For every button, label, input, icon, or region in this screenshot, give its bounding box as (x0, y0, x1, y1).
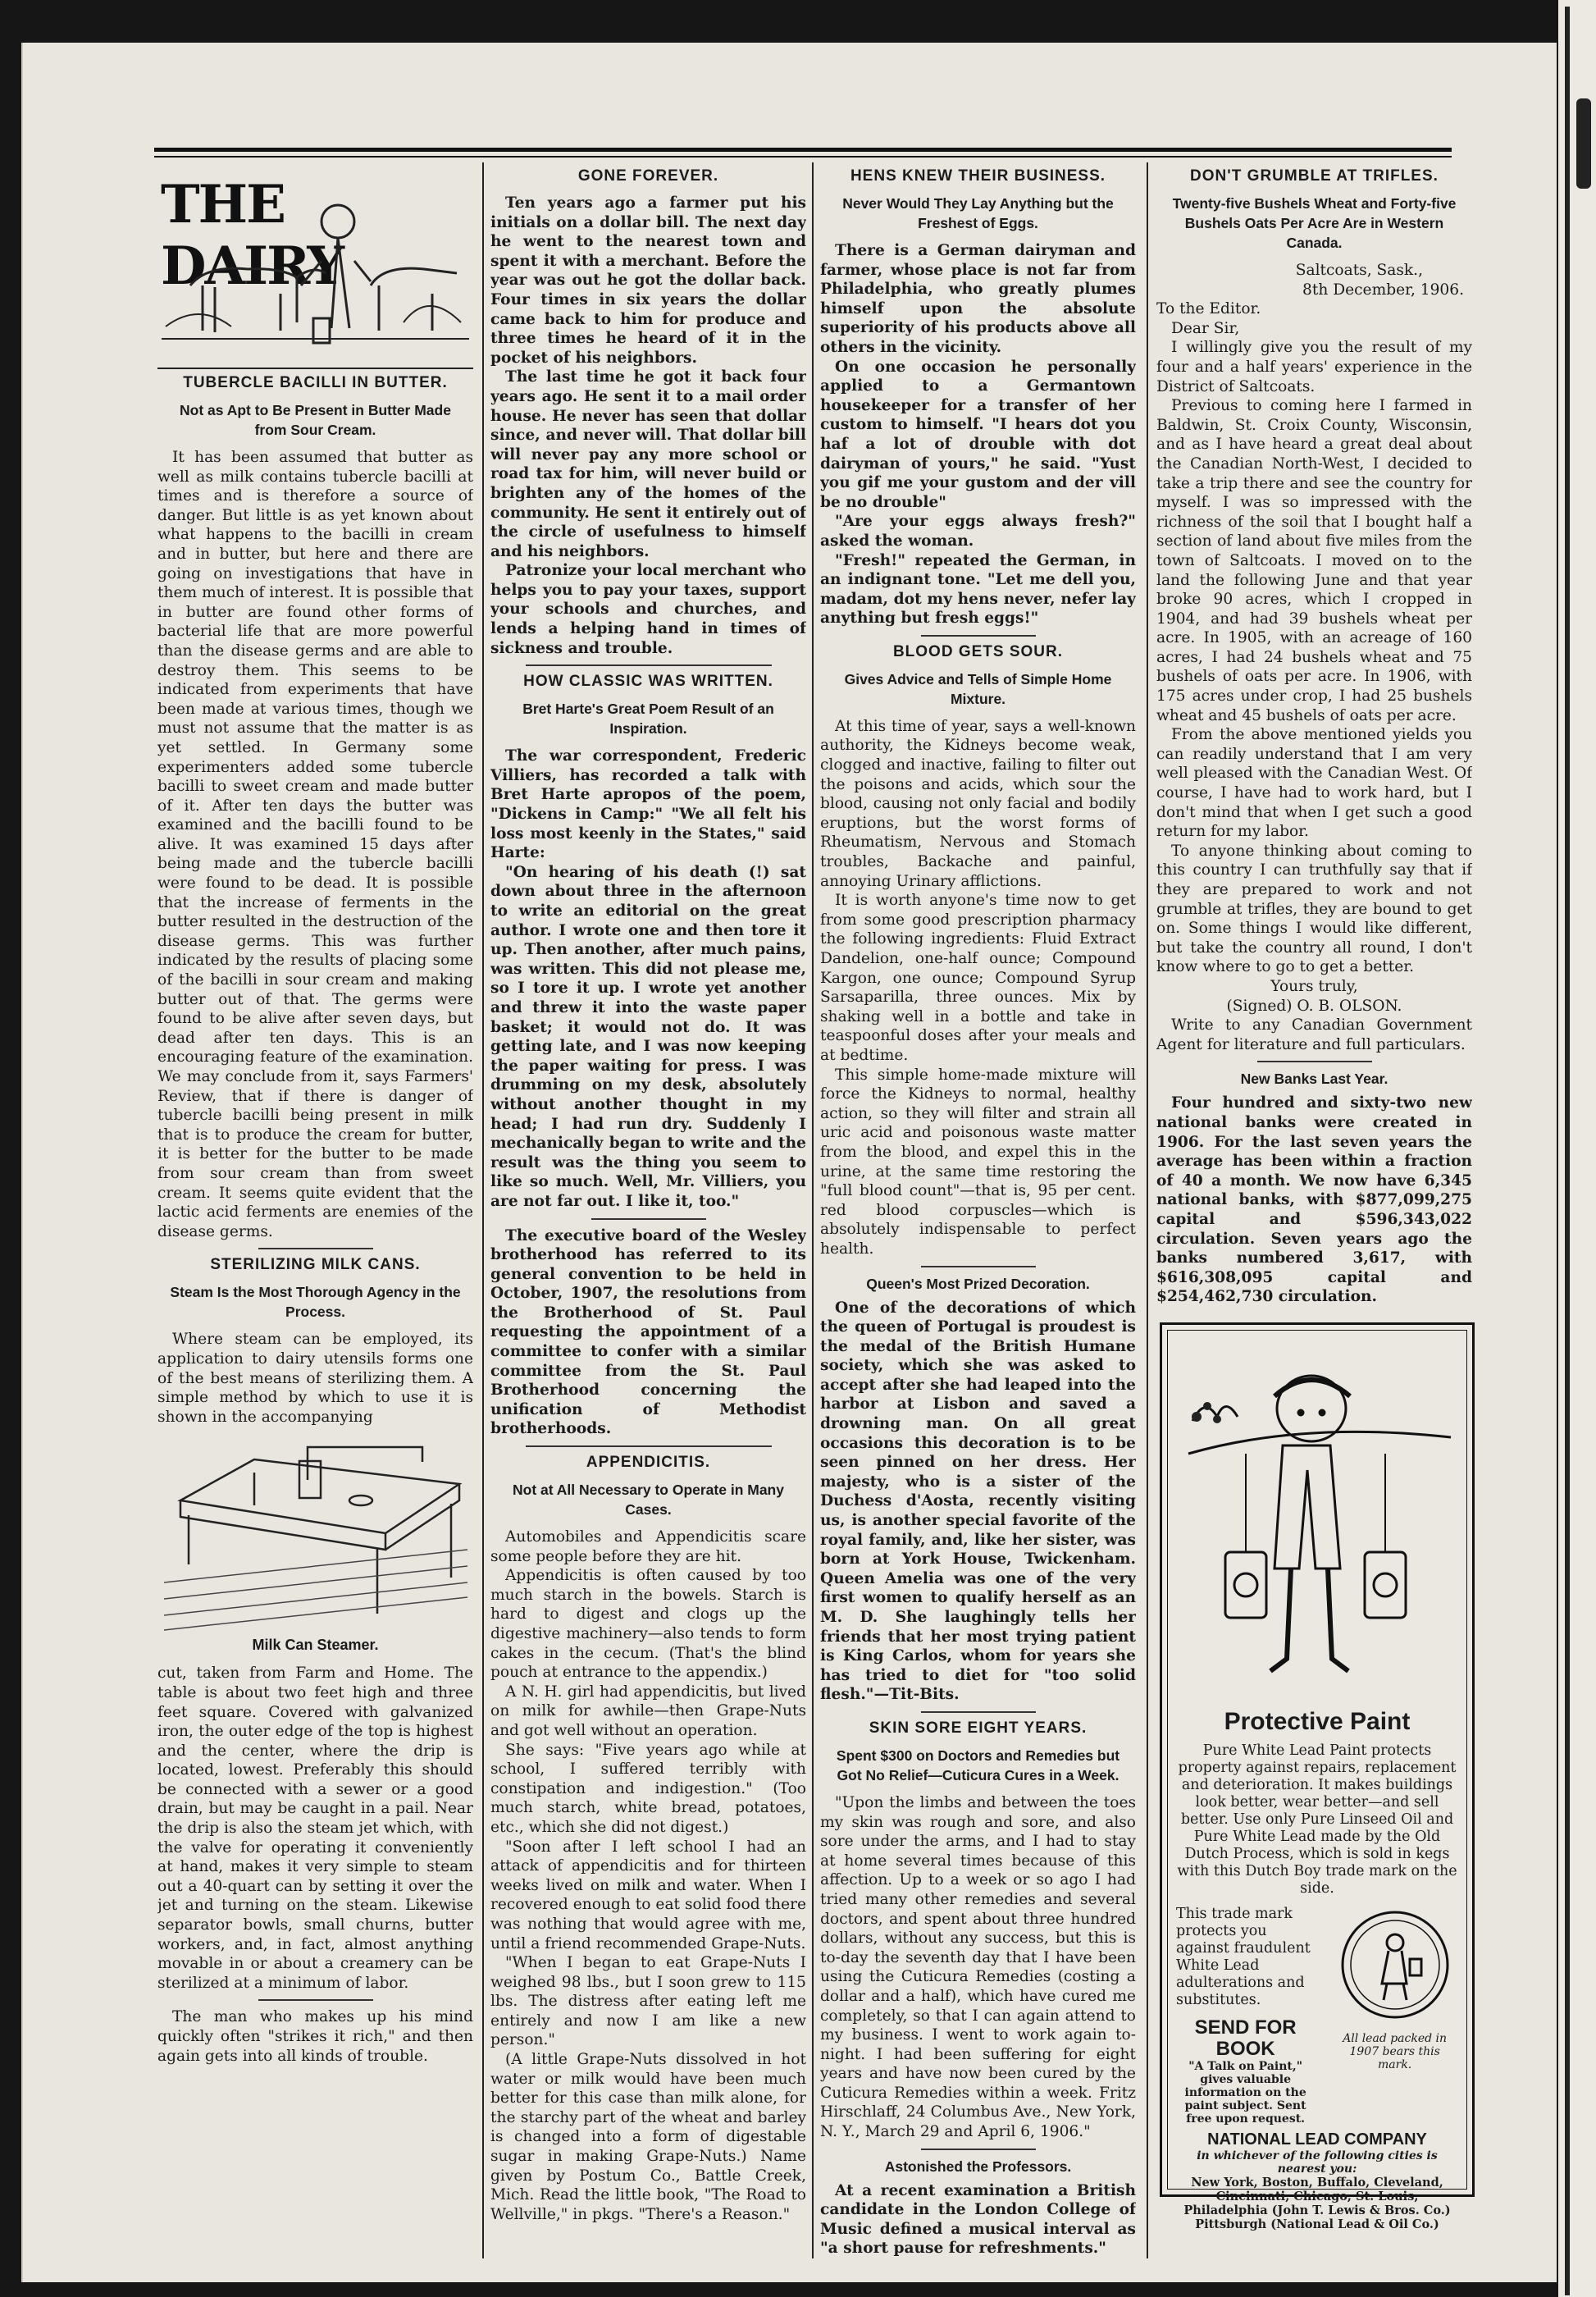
article-paragraph: Previous to coming here I farmed in Baldwin, St. Croix County, Wisconsin, and as I have heard a great deal about the Canadian North-West, I decided to take a trip there and see the country for myself. I was so impressed with the richness of the soil that I bought half a section of land about five miles from the town of Saltcoats. I moved on to the land the following June and that year broke 90 acres, which I cropped in 1904, and had 39 bushels wheat per acre. In 1905, with an acreage of 160 acres, I had 24 bushels wheat and 75 bushels of oats per acre. In 1906, with 175 acres under crop, I had 25 bushels wheat and 45 bushels of oats per acre. (1156, 397, 1472, 724)
nearest-cities-note: in whichever of the following cities is nearest you: (1197, 2149, 1438, 2176)
article-paragraph: "On hearing of his death (!) sat down about three in the afternoon to write an editorial on the great author. I wrote one and then tore it up. Then another, after much pains, was written. This did not please me, so I tore it up. I wrote yet another and threw it into the waste paper basket; it would not do. It was getting late, and I was now keeping the paper waiting for press. I was drumming on my desk, absolutely without another thought in my head; I had run dry. Suddenly I mechanically began to write and the result was the thing you seem to like so much. Well, Mr. Villiers, you are not far out. I like it, too." (490, 863, 806, 1210)
divider (921, 1711, 1036, 1713)
article-paragraph: "Soon after I left school I had an attack of appendicitis and for thirteen weeks lived on milk and water. When I recovered enough to eat solid food there was nothing that would agree with me, until a friend recommended Grape-Nuts. (490, 1838, 806, 1952)
top-rule-thin (154, 156, 1452, 158)
salutation: To the Editor. (1156, 300, 1261, 318)
article-paragraph: "Are your eggs always fresh?" asked the woman. (820, 513, 1136, 550)
dateline: Saltcoats, Sask., (1295, 262, 1423, 279)
article-subtitle: Bret Harte's Great Poem Result of an Inspiration. (522, 701, 774, 738)
article-paragraph: "Fresh!" repeated the German, in an indignant tone. "Let me dell you, madam, dot my hens never, nefer lay anything but fresh eggs!" (820, 551, 1136, 628)
article-paragraph: I willingly give you the result of my four and a half years' experience in the District of Saltcoats. (1156, 339, 1472, 395)
article-paragraph: This simple home-made mixture will force the Kidneys to normal, healthy action, so they will filter and strain all uric acid and poisonous waste matter from the blood, and expel this in the urine, at the same time restoring the "full blood count"—that is, 95 per cent. red blood corpuscles—which is absolutely indispensable to perfect health. (820, 1066, 1136, 1258)
article-paragraph: She says: "Five years ago while at school, I suffered terribly with constipation and indigestion." (Too much starch, white bread, potatoes, etc., which she did not digest.) (490, 1741, 806, 1836)
divider (258, 1248, 373, 1249)
article-subtitle: Not as Apt to Be Present in Butter Made from Sour Cream. (180, 402, 451, 438)
masthead-title: THE DAIRY (161, 174, 343, 297)
column-rule (482, 162, 484, 2258)
divider (526, 664, 772, 666)
article-paragraph: The executive board of the Wesley brotherhood has referred to its general convention to be held in October, 1907, the resolutions from the Brotherhood of St. Paul requesting the appointment of a committee to confer with a similar committee from the St. Paul Brotherhood concerning the unification of Methodist brotherhoods. (490, 1226, 806, 1438)
article-subtitle: Steam Is the Most Thorough Agency in the Process. (170, 1284, 461, 1321)
divider (258, 1999, 373, 2001)
article-title: Astonished the Professors. (884, 2158, 1072, 2175)
article-paragraph: Appendicitis is often caused by too much starch in the bowels. Starch is hard to digest and clogs up the digestive machinery—also tends to form cakes in the cecum. (That's the blind pouch at entrance to the appendix.) (490, 1567, 806, 1682)
top-rule (154, 148, 1452, 152)
article-title: HOW CLASSIC WAS WRITTEN. (523, 673, 773, 691)
column-4 (1156, 162, 1472, 1315)
article-subtitle: Twenty-five Bushels Wheat and Forty-five Bushels Oats Per Acre Are in Western Canada. (1172, 195, 1457, 251)
article-title: SKIN SORE EIGHT YEARS. (869, 1719, 1088, 1737)
dairy-masthead (157, 162, 473, 369)
article-title: GONE FOREVER. (577, 167, 719, 185)
column-rule (1147, 162, 1148, 2258)
white-lead-paint-advertisement (1160, 1322, 1475, 2231)
column-1 (157, 162, 473, 2258)
dutch-boy-trademark-seal (1329, 1906, 1461, 2029)
book-detail: "A Talk on Paint," gives valuable information on the paint subject. Sent free upon request. (1184, 2060, 1306, 2126)
ad-body: This trade mark protects you against fraudulent White Lead adulterations and substitutes. (1176, 1906, 1311, 2008)
article-paragraph: Four hundred and sixty-two new national banks were created in 1906. For the last seven years the average has been within a fraction of 40 a month. We now have 6,345 national banks, with $877,099,275 capital and $596,343,022 circulation. Seven years ago the banks numbered 3,617, with $616,308,095 capital and $254,462,730 circulation. (1156, 1094, 1472, 1306)
article-title: TUBERCLE BACILLI IN BUTTER. (183, 374, 448, 391)
article-paragraph: There is a German dairyman and farmer, whose place is not far from Philadelphia, who greatly plumes himself upon the absolute superiority of his products above all others in the vicinity. (820, 242, 1136, 356)
dutch-boy-painter-illustration (1168, 1331, 1465, 1700)
divider (921, 2149, 1036, 2150)
article-paragraph: The last time he got it back four years ago. He sent it to a mail order house. He never has seen that dollar since, and never will. That dollar bill will never pay any more school or road tax for him, will never build or brighten any of the homes of the community. He sent it entirely out of the circle of usefulness to himself and his neighbors. (490, 368, 806, 560)
divider (921, 1266, 1036, 1267)
article-paragraph: "When I began to eat Grape-Nuts I weighed 98 lbs., but I soon grew to 115 lbs. The distress after eating left me entirely and now I am like a new person." (490, 1954, 806, 2049)
illustration-caption: Milk Can Steamer. (252, 1637, 379, 1654)
article-paragraph: A N. H. girl had appendicitis, but lived on milk for awhile—then Grape-Nuts and got well without an operation. (490, 1683, 806, 1739)
article-paragraph: It has been assumed that butter as well as milk contains tubercle bacilli at times and is therefore a source of danger. But little is as yet known about what happens to the bacilli in cream and in butter, but here and there are going on investigations that have in them much of interest. It is possible that in butter are found other forms of bacterial life that are more powerful than the disease germs and are able to destroy them. This seems to be indicated from experiments that have been made at various times, though we must not assume that the matter is as yet settled. In Germany some experimenters added some tubercle bacilli to sweet cream and made butter of it. After ten days the butter was examined and the bacilli found to be alive. It was examined 15 days after being made and the tubercle bacilli were found to be dead. It is possible that the increase of ferments in the butter resulted in the destruction of the disease germs. This was further indicated by the results of placing some of the bacilli in sour cream and making butter out of that. The germs were found to be alive after seven days, but dead after ten days. This is an encouraging feature of the examination. We may conclude from it, says Farmers' Review, that if there is danger of tubercle bacilli being present in milk that is to produce the cream for butter, it is better for the butter to be made from sour cream than from sweet cream. It seems quite evident that the lactic acid ferments are enemies of the disease germs. (157, 449, 473, 1240)
letter-signature: (Signed) O. B. OLSON. (1226, 997, 1402, 1015)
article-subtitle: Never Would They Lay Anything but the Freshest of Eggs. (842, 195, 1114, 231)
seal-note: All lead packed in 1907 bears this mark. (1343, 2032, 1448, 2071)
article-title: APPENDICITIS. (586, 1454, 711, 1472)
article-paragraph: At a recent examination a British candidate in the London College of Music defined a musical interval as "a short pause for refreshments." (820, 2181, 1136, 2258)
article-paragraph: Where steam can be employed, its application to dairy utensils forms one of the best means of sterilizing them. A simple method by which to use it is shown in the accompanying (157, 1331, 473, 1426)
send-for-book: SEND FOR BOOK (1194, 2016, 1297, 2060)
article-paragraph: Automobiles and Appendicitis scare some people before they are hit. (490, 1528, 806, 1565)
article-paragraph: The war correspondent, Frederic Villiers, has recorded a talk with Bret Harte apropos of the poem, "Dickens in Camp:" "We all felt his loss most keenly in the States," said Harte: (490, 747, 806, 862)
article-paragraph: Write to any Canadian Government Agent for literature and full particulars. (1156, 1016, 1472, 1053)
adjacent-page-edge (1558, 0, 1596, 2297)
article-paragraph: (A little Grape-Nuts dissolved in hot water or milk would have been much better for this case than milk alone, for the starchy part of the wheat and barley is changed into a form of digestable sugar in making Grape-Nuts.) Name given by Postum Co., Battle Creek, Mich. Read the little book, "The Road to Wellville," in pkgs. "There's a Reason." (490, 2051, 806, 2223)
column-rule (812, 162, 814, 2258)
article-paragraph: To anyone thinking about coming to this country I can truthfully say that if they are prepared to work and not grumble at trifles, they are bound to get on. Some things I would like different, but take the country all round, I don't know where to go to get a better. (1156, 842, 1472, 976)
city-list: New York, Boston, Buffalo, Cleveland, Cincinnati, Chicago, St. Louis, Philadelphia (John T. Lewis & Bros. Co.) Pittsburgh (National Lead & Oil Co.) (1183, 2176, 1451, 2231)
company-name: NATIONAL LEAD COMPANY (1207, 2130, 1427, 2149)
article-title: BLOOD GETS SOUR. (892, 642, 1064, 660)
ad-body: Pure White Lead Paint protects property against repairs, replacement and deterioration. It makes buildings look better, wear better—and sell better. Use only Pure Linseed Oil and Pure White Lead made by the Old Dutch Process, which is sold in kegs with this Dutch Boy trade mark on the side. (1177, 1742, 1457, 1897)
salutation: Dear Sir, (1171, 319, 1240, 337)
article-title: STERILIZING MILK CANS. (210, 1256, 421, 1274)
article-paragraph: One of the decorations of which the queen of Portugal is proudest is the medal of the British Humane society, which she was asked to accept after she had leaped into the harbor at Lisbon and saved a drowning man. On all great occasions this decoration is to be seen pinned on her dress. Her majesty, who is a sister of the Duchess d'Aosta, recently visiting us, is another special favorite of the royal family, and, like her sister, was born at York House, Twickenham. Queen Amelia was one of the very first women to qualify herself as an M. D. She laughingly tells her friends that her most trying patient is King Carlos, whom for years she has tried to diet for "too solid flesh."—Tit-Bits. (820, 1299, 1136, 1704)
milk-can-steamer-illustration (164, 1435, 467, 1632)
article-paragraph: On one occasion he personally applied to a Germantown housekeeper for a transfer of her custom to himself. "I hears dot you haf a lot of drouble with dot dairyman of yours," he said. "Yust you gif me your gustom and der vill be no drouble" (820, 358, 1136, 511)
divider (591, 1218, 706, 1220)
column-2 (490, 162, 806, 2258)
article-title: Queen's Most Prized Decoration. (866, 1275, 1090, 1292)
article-paragraph: From the above mentioned yields you can readily understand that I am very well pleased with the Canadian West. Of course, I have had to work hard, but I don't mind that when I get such a good return for my labor. (1156, 726, 1472, 841)
article-paragraph: Patronize your local merchant who helps you to pay your taxes, support your schools and churches, and lends a helping hand in times of sickness and trouble. (490, 562, 806, 657)
dateline: 8th December, 1906. (1302, 281, 1464, 299)
divider (921, 635, 1036, 637)
article-title: HENS KNEW THEIR BUSINESS. (850, 167, 1106, 185)
article-paragraph: "Upon the limbs and between the toes my skin was rough and sore, and also sore under the arms, and I had to stay at home several times because of this affection. Up to a week or so ago I had tried many other remedies and several doctors, and spent about three hundred dollars, without any success, but this is to-day the seventh day that I have been using the Cuticura Remedies (costing a dollar and a half), which have cured me completely, so that I can again attend to my business. I went to work again to-night. I had been suffering for eight years and have now been cured by the Cuticura Remedies within a week. Fritz Hirschlaff, 24 Columbus Ave., New York, N. Y., March 29 and April 6, 1906." (820, 1793, 1136, 2141)
divider (526, 1445, 772, 1447)
milkmaid-cow-illustration (157, 162, 473, 368)
article-title: DON'T GRUMBLE AT TRIFLES. (1190, 167, 1439, 185)
article-subtitle: Spent $300 on Doctors and Remedies but Got No Relief—Cuticura Cures in a Week. (836, 1747, 1120, 1783)
article-title: New Banks Last Year. (1240, 1071, 1389, 1088)
article-paragraph: The man who makes up his mind quickly often "strikes it rich," and then again gets into all kinds of trouble. (157, 2008, 473, 2065)
divider (1257, 1061, 1372, 1062)
article-paragraph: cut, taken from Farm and Home. The table is about two feet high and three feet square. Covered with galvanized iron, the outer edge of the top is highest and the center, where the drip is located, lowest. Preferably this should be connected with a sewer or a good drain, but may be caught in a pail. Near the drip is also the steam jet which, with the valve for operating it conveniently at hand, makes it very simple to steam out a 40-quart can by setting it over the jet and turning on the steam. Likewise separator bowls, small churns, butter workers, and, in fact, almost anything movable in or about a creamery can be sterilized at a minimum of labor. (157, 1665, 473, 1992)
letter-closing: Yours truly, (1270, 977, 1358, 995)
article-paragraph: It is worth anyone's time now to get from some good prescription pharmacy the following ingredients: Fluid Extract Dandelion, one-half ounce; Compound Kargon, one ounce; Compound Syrup Sarsaparilla, three ounces. Mix by shaking well in a bottle and take in teaspoonful doses after your meals and at bedtime. (820, 892, 1136, 1064)
article-subtitle: Gives Advice and Tells of Simple Home Mixture. (844, 670, 1112, 707)
article-paragraph: Ten years ago a farmer put his initials on a dollar bill. The next day he went to the nearest town and spent it with a merchant. Before the year was out he got the dollar back. Four times in six years the dollar came back to him for produce and three times he heard of it in the pocket of his neighbors. (490, 194, 806, 367)
article-subtitle: Not at All Necessary to Operate in Many Cases. (513, 1482, 784, 1518)
article-paragraph: At this time of year, says a well-known authority, the Kidneys become weak, clogged and inactive, failing to filter out the poisons and acids, which sour the blood, causing not only facial and bodily eruptions, but the worst forms of Rheumatism, Nervous and Stomach troubles, Backache and painful, annoying Urinary afflictions. (820, 717, 1136, 890)
column-3 (820, 162, 1136, 2258)
ad-inner-border (1167, 1330, 1467, 2231)
ad-headline: Protective Paint (1224, 1708, 1411, 1735)
